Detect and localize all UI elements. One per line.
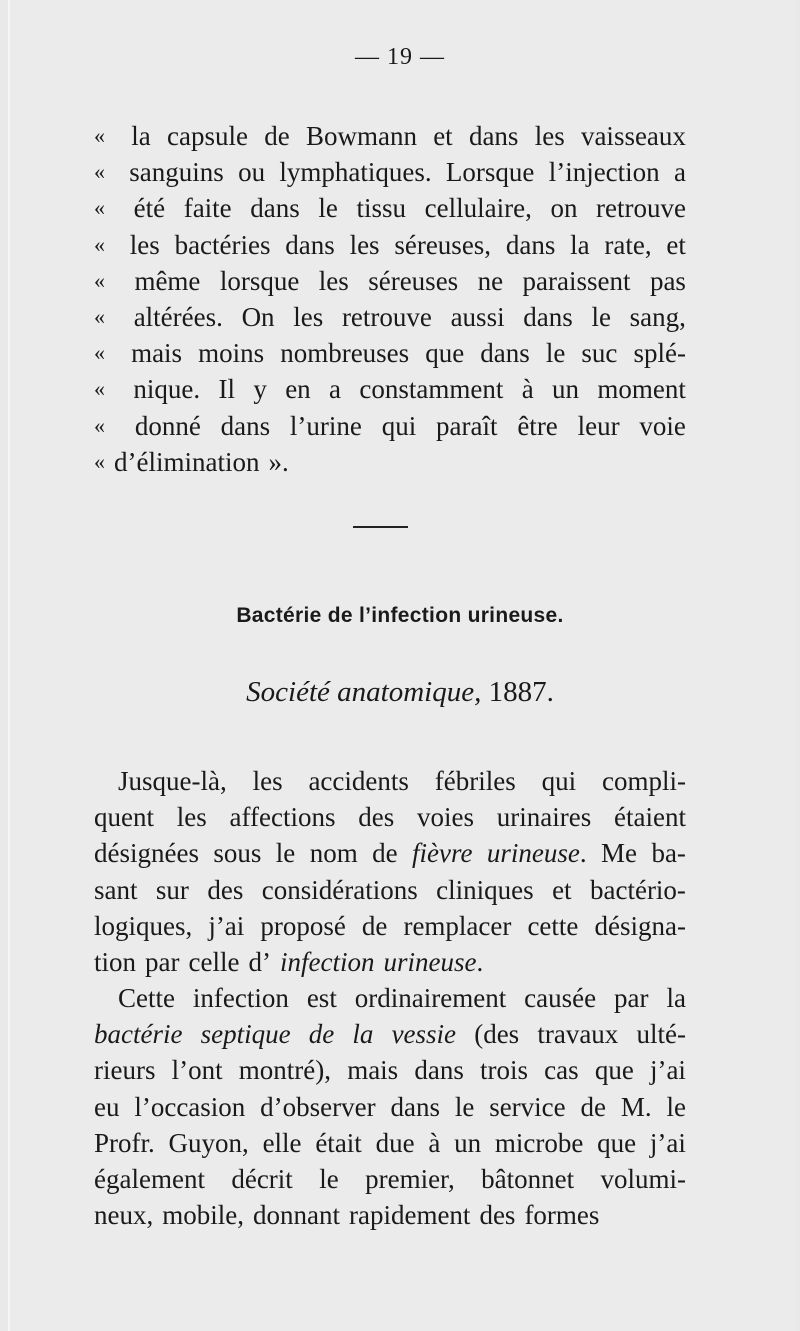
word: à bbox=[521, 374, 534, 405]
word: les bbox=[293, 301, 324, 332]
word: décrit bbox=[231, 1163, 293, 1194]
word: en bbox=[285, 374, 311, 405]
word: la bbox=[131, 121, 151, 151]
word: affections bbox=[229, 802, 336, 833]
word: être bbox=[517, 410, 558, 441]
word: tion bbox=[94, 946, 137, 977]
word: retrouve bbox=[341, 301, 432, 332]
word: nique. bbox=[133, 374, 201, 405]
guillemet: « bbox=[94, 303, 105, 329]
word: vaisseaux bbox=[580, 121, 686, 151]
guillemet: « bbox=[94, 267, 105, 293]
text-line bbox=[94, 944, 686, 980]
word: j’ai bbox=[649, 1055, 686, 1086]
word: ba- bbox=[651, 838, 686, 869]
source-journal: Société anatomique, bbox=[246, 676, 482, 708]
word: et bbox=[666, 229, 686, 260]
word: pas bbox=[649, 265, 686, 296]
word: que bbox=[594, 1055, 634, 1086]
guillemet: « bbox=[94, 340, 105, 366]
word: lymphatiques. bbox=[279, 157, 432, 188]
word: le bbox=[319, 1163, 339, 1194]
guillemet: « bbox=[94, 376, 105, 402]
word: rate, bbox=[604, 229, 652, 260]
word: Bowmann bbox=[305, 121, 417, 151]
word: remplacer bbox=[403, 910, 512, 941]
word: de bbox=[580, 1091, 606, 1122]
word: le bbox=[666, 1091, 686, 1122]
word: considérations bbox=[261, 874, 418, 905]
word: de bbox=[361, 910, 388, 941]
word: le bbox=[275, 838, 296, 869]
word: suc bbox=[581, 338, 618, 369]
word: septique bbox=[200, 1019, 291, 1050]
text-line bbox=[94, 263, 686, 299]
word: urineuse. bbox=[486, 838, 587, 869]
word: dans bbox=[390, 1091, 440, 1122]
word: cellulaire, bbox=[424, 193, 532, 224]
word: séreuses, bbox=[394, 229, 492, 260]
word: était bbox=[315, 1127, 362, 1158]
word: y bbox=[253, 374, 267, 405]
word: les bbox=[349, 229, 380, 260]
word: rapidement bbox=[348, 1200, 471, 1231]
word: que bbox=[425, 338, 465, 369]
word: j’ai bbox=[649, 1127, 686, 1158]
word: d’ bbox=[248, 946, 271, 977]
word: bactérie bbox=[94, 1019, 183, 1050]
word: de bbox=[308, 1019, 335, 1050]
word: dans bbox=[285, 229, 335, 260]
word: Profr. bbox=[94, 1127, 155, 1158]
word: le bbox=[545, 338, 566, 369]
paragraph-1 bbox=[94, 763, 686, 980]
text-line bbox=[94, 763, 686, 799]
word: dans bbox=[250, 193, 300, 224]
word: causée bbox=[524, 983, 597, 1013]
word: ou bbox=[238, 157, 266, 188]
word: ne bbox=[477, 265, 504, 296]
word: accidents bbox=[308, 766, 409, 796]
word: ulté- bbox=[636, 1019, 686, 1050]
word: les bbox=[534, 121, 565, 151]
word: de bbox=[372, 838, 398, 869]
word: rieurs bbox=[94, 1055, 156, 1086]
word: Guyon, bbox=[168, 1127, 249, 1158]
word: voies bbox=[417, 802, 475, 833]
word: altérées. bbox=[133, 301, 223, 332]
word: urineuse. bbox=[383, 946, 484, 977]
word: On bbox=[241, 301, 275, 332]
text-line bbox=[94, 799, 686, 835]
word: la bbox=[352, 1019, 374, 1050]
word: donné bbox=[134, 410, 201, 441]
word: les bbox=[129, 229, 160, 260]
word: eu bbox=[94, 1091, 120, 1122]
word: capsule bbox=[167, 121, 248, 151]
word: infection bbox=[279, 946, 375, 977]
word: un bbox=[552, 374, 580, 405]
word: dans bbox=[414, 1055, 464, 1086]
section-divider bbox=[353, 526, 408, 528]
word: mobile, bbox=[162, 1200, 244, 1231]
word: service bbox=[489, 1091, 566, 1122]
word: bâtonnet bbox=[481, 1163, 575, 1194]
word: de bbox=[264, 121, 290, 151]
quotation-block bbox=[94, 118, 686, 480]
word: l’ont bbox=[171, 1055, 223, 1086]
word: travaux bbox=[537, 1019, 619, 1050]
section-title: Bactérie de l’infection urineuse. bbox=[236, 604, 564, 627]
word: la bbox=[666, 983, 686, 1013]
word: moins bbox=[198, 338, 265, 369]
word: même bbox=[134, 265, 201, 296]
word: Il bbox=[218, 374, 235, 405]
word: donnant bbox=[252, 1200, 340, 1231]
text-line bbox=[94, 1125, 686, 1161]
word: paraissent bbox=[522, 265, 631, 296]
text-line bbox=[94, 408, 686, 444]
word: leur bbox=[577, 410, 620, 441]
word: moment bbox=[597, 374, 686, 405]
word: aussi bbox=[450, 301, 505, 332]
word: microbe bbox=[494, 1127, 584, 1158]
word: des bbox=[479, 1200, 516, 1231]
guillemet: « bbox=[94, 123, 105, 148]
word: par bbox=[145, 946, 180, 977]
word: l’occasion bbox=[134, 1091, 246, 1122]
text-line bbox=[94, 335, 686, 371]
word: bactério- bbox=[589, 874, 686, 905]
word: splé- bbox=[633, 338, 686, 369]
text-line bbox=[94, 1016, 686, 1052]
word: Cette bbox=[118, 983, 175, 1013]
word: est bbox=[306, 983, 337, 1013]
word: séreuses bbox=[368, 265, 459, 296]
word: dans bbox=[480, 338, 530, 369]
word: et bbox=[433, 121, 453, 151]
word: quent bbox=[94, 802, 154, 833]
source-year: 1887. bbox=[481, 676, 554, 708]
section-source bbox=[0, 676, 800, 709]
text-line bbox=[94, 908, 686, 944]
text-line bbox=[94, 1052, 686, 1088]
word: les bbox=[252, 766, 283, 796]
word: Lorsque bbox=[445, 157, 535, 188]
word: premier, bbox=[365, 1163, 455, 1194]
word: désignées bbox=[94, 838, 199, 869]
word: ordinairement bbox=[354, 983, 507, 1013]
page-number: — 19 — bbox=[355, 44, 445, 70]
word: un bbox=[454, 1127, 482, 1158]
word: par bbox=[614, 983, 649, 1013]
word: bactéries bbox=[174, 229, 271, 260]
word: tissu bbox=[356, 193, 407, 224]
word: fièvre bbox=[412, 838, 473, 869]
word: étaient bbox=[614, 802, 686, 833]
guillemet: « bbox=[94, 195, 105, 221]
word: proposé bbox=[260, 910, 346, 941]
text-line bbox=[94, 371, 686, 407]
word: désigna- bbox=[594, 910, 686, 941]
word: cas bbox=[544, 1055, 579, 1086]
text-line bbox=[94, 118, 686, 154]
word: vessie bbox=[391, 1019, 457, 1050]
word: formes bbox=[524, 1200, 600, 1231]
word: nom bbox=[309, 838, 358, 869]
word: Jusque-là, bbox=[118, 766, 227, 796]
word: les bbox=[318, 265, 349, 296]
word: à bbox=[428, 1127, 441, 1158]
word: celle bbox=[188, 946, 240, 977]
word: compli- bbox=[601, 766, 686, 796]
word: cette bbox=[527, 910, 579, 941]
word: d’observer bbox=[260, 1091, 376, 1122]
word: et bbox=[552, 874, 572, 905]
word: sant bbox=[94, 874, 138, 905]
word: a bbox=[329, 374, 342, 405]
text-line bbox=[94, 227, 686, 263]
word: sang, bbox=[629, 301, 686, 332]
word: des bbox=[207, 874, 244, 905]
word: également bbox=[94, 1163, 205, 1194]
text-line bbox=[94, 299, 686, 335]
word: dans bbox=[220, 410, 271, 441]
paragraph-2 bbox=[94, 980, 686, 1233]
word: qui bbox=[381, 410, 417, 441]
text-line bbox=[94, 872, 686, 908]
word: trois bbox=[480, 1055, 529, 1086]
word: faite bbox=[183, 193, 232, 224]
text-line bbox=[94, 154, 686, 190]
guillemet: « bbox=[94, 448, 105, 474]
word: logiques, bbox=[94, 910, 193, 941]
text-line bbox=[94, 980, 686, 1016]
word: nombreuses bbox=[280, 338, 410, 369]
word: l’injection bbox=[548, 157, 660, 188]
text-line bbox=[94, 1161, 686, 1197]
word: mais bbox=[131, 338, 183, 369]
word: été bbox=[133, 193, 166, 224]
word: urinaires bbox=[496, 802, 592, 833]
word: Me bbox=[601, 838, 638, 869]
word: dans bbox=[523, 301, 573, 332]
word: sur bbox=[155, 874, 189, 905]
word: d’élimination bbox=[114, 446, 260, 477]
word: paraît bbox=[436, 410, 498, 441]
guillemet: « bbox=[94, 412, 105, 438]
word: (des bbox=[474, 1019, 520, 1050]
word: des bbox=[358, 802, 395, 833]
word: volumi- bbox=[600, 1163, 686, 1194]
word: elle bbox=[262, 1127, 302, 1158]
word: le bbox=[591, 301, 611, 332]
guillemet: « bbox=[94, 159, 105, 185]
word: infection bbox=[192, 983, 289, 1013]
word: voie bbox=[639, 410, 686, 441]
word: montré), bbox=[238, 1055, 332, 1086]
text-line bbox=[94, 1089, 686, 1125]
word: ». bbox=[268, 446, 289, 477]
word: sanguins bbox=[129, 157, 224, 188]
word: qui bbox=[541, 766, 577, 796]
word: dans bbox=[468, 121, 519, 151]
word: sous bbox=[213, 838, 262, 869]
word: retrouve bbox=[596, 193, 686, 224]
word: lorsque bbox=[219, 265, 300, 296]
word: le bbox=[318, 193, 338, 224]
word: a bbox=[673, 157, 686, 188]
word: que bbox=[597, 1127, 637, 1158]
word: dans bbox=[505, 229, 556, 260]
word: fébriles bbox=[434, 766, 516, 796]
word: l’urine bbox=[289, 410, 362, 441]
word: due bbox=[375, 1127, 415, 1158]
word: j’ai bbox=[208, 910, 245, 941]
text-line bbox=[94, 444, 686, 480]
word: le bbox=[454, 1091, 475, 1122]
word: mais bbox=[347, 1055, 399, 1086]
word: M. bbox=[620, 1091, 652, 1122]
text-line bbox=[94, 835, 686, 871]
word: la bbox=[570, 229, 590, 260]
guillemet: « bbox=[94, 231, 105, 257]
text-line bbox=[94, 190, 686, 226]
word: neux, bbox=[94, 1200, 154, 1231]
word: constamment bbox=[359, 374, 504, 405]
text-line bbox=[94, 1197, 686, 1233]
word: cliniques bbox=[436, 874, 534, 905]
word: les bbox=[176, 802, 207, 833]
word: on bbox=[550, 193, 578, 224]
